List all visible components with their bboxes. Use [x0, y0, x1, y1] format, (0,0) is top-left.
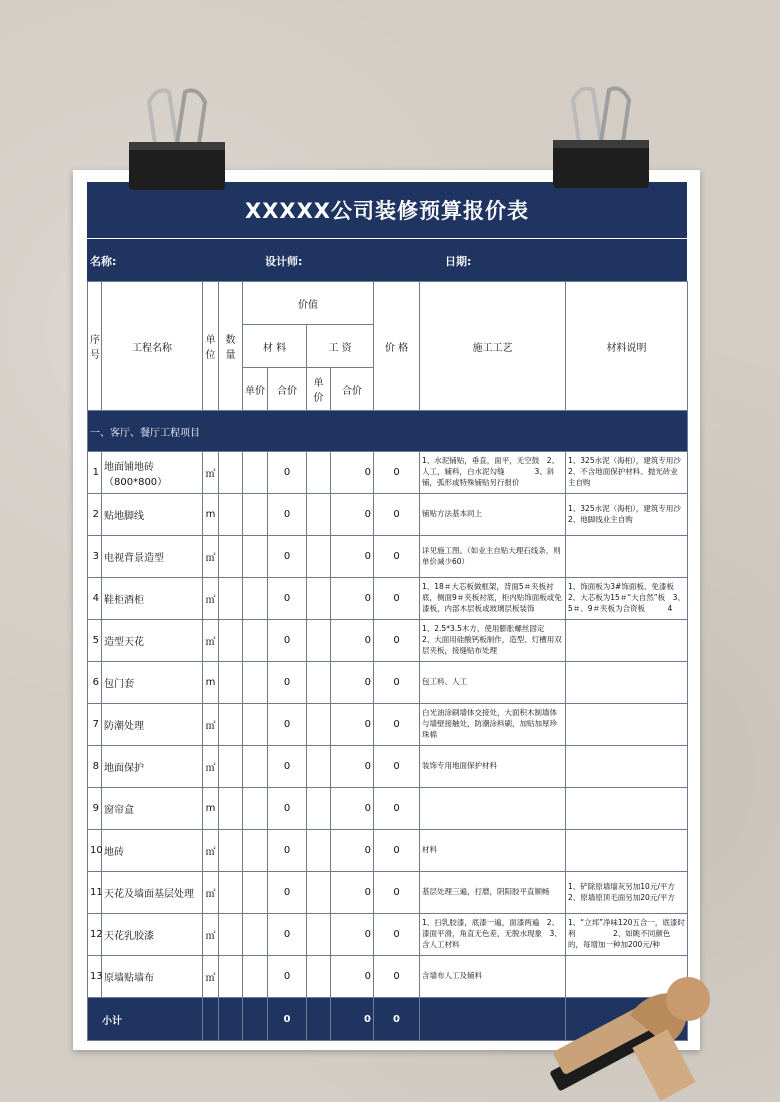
table-row	[88, 662, 688, 704]
row-price: 0	[374, 578, 420, 620]
row-qty	[219, 746, 243, 788]
row-material-unit-price	[243, 704, 268, 746]
row-labor-unit-price	[307, 746, 331, 788]
row-craft: 详见施工图。（如业主自贴大理石线条，则单价减少60）	[420, 536, 566, 578]
row-name: 防潮处理	[102, 704, 203, 746]
row-labor-total: 0	[331, 578, 374, 620]
subtotal-price: 0	[374, 998, 420, 1041]
row-qty	[219, 872, 243, 914]
row-craft: 含墙布人工及辅料	[420, 956, 566, 998]
header-value: 价值	[243, 282, 374, 325]
row-price: 0	[374, 620, 420, 662]
row-number: 2	[88, 494, 102, 536]
row-craft: 装饰专用地面保护材料	[420, 746, 566, 788]
row-material-total: 0	[268, 704, 307, 746]
header-qty: 数量	[219, 282, 243, 411]
row-qty	[219, 788, 243, 830]
row-material-desc	[566, 704, 688, 746]
row-craft: 白光油涂刷墙体交接处，大面积木制墙体与墙壁接触处，防潮涂料刷，加贴加厚珍珠棉	[420, 704, 566, 746]
binder-clip-left-icon	[127, 82, 227, 194]
row-labor-unit-price	[307, 914, 331, 956]
row-material-unit-price	[243, 746, 268, 788]
row-material-total: 0	[268, 914, 307, 956]
row-material-desc: 1、“立邦”净味120五合一，底漆时利 2、如眺不同颜色的，每增加一种加200元/种	[566, 914, 688, 956]
row-craft: 包工料、人工	[420, 662, 566, 704]
row-qty	[219, 578, 243, 620]
table-row	[88, 494, 688, 536]
row-name: 窗帘盒	[102, 788, 203, 830]
row-material-unit-price	[243, 788, 268, 830]
row-material-desc: 1、饰面板为3#饰面板、免漆板 2、大芯板为15＃“大自然”板 3、5＃、9＃夹板为合资板 4	[566, 578, 688, 620]
section-row	[88, 411, 688, 452]
row-price: 0	[374, 662, 420, 704]
row-labor-unit-price	[307, 536, 331, 578]
row-unit: ㎡	[203, 956, 219, 998]
row-price: 0	[374, 956, 420, 998]
row-labor-unit-price	[307, 788, 331, 830]
row-unit: m	[203, 662, 219, 704]
row-unit: ㎡	[203, 452, 219, 494]
row-craft: 1、扫乳胶漆，底漆一遍，面漆两遍 2、漆面平滑，角直无色差，无脱水现象 3、含人工材料	[420, 914, 566, 956]
row-labor-unit-price	[307, 704, 331, 746]
table-row	[88, 578, 688, 620]
row-labor-unit-price	[307, 620, 331, 662]
row-number: 5	[88, 620, 102, 662]
header-labor: 工 资	[307, 325, 374, 368]
row-material-unit-price	[243, 872, 268, 914]
designer-label: 设计师:	[265, 255, 303, 268]
row-qty	[219, 662, 243, 704]
section-title: 一、客厅、餐厅工程项目	[88, 411, 688, 452]
row-name: 天花及墙面基层处理	[102, 872, 203, 914]
row-labor-total: 0	[331, 872, 374, 914]
row-material-total: 0	[268, 452, 307, 494]
row-number: 1	[88, 452, 102, 494]
row-material-total: 0	[268, 620, 307, 662]
row-labor-total: 0	[331, 452, 374, 494]
subtotal-label: 小计	[88, 998, 203, 1041]
row-labor-total: 0	[331, 704, 374, 746]
row-name: 电视背景造型	[102, 536, 203, 578]
row-material-total: 0	[268, 662, 307, 704]
header-unit-price-labor: 单价	[307, 368, 331, 411]
row-unit: ㎡	[203, 746, 219, 788]
row-labor-total: 0	[331, 536, 374, 578]
header-total: 合价	[268, 368, 307, 411]
row-labor-total: 0	[331, 788, 374, 830]
row-number: 9	[88, 788, 102, 830]
row-craft: 铺贴方法基本同上	[420, 494, 566, 536]
row-labor-unit-price	[307, 956, 331, 998]
table-row	[88, 704, 688, 746]
row-unit: m	[203, 494, 219, 536]
info-bar	[87, 239, 687, 281]
row-material-desc	[566, 830, 688, 872]
name-label: 名称:	[90, 255, 117, 268]
row-unit: ㎡	[203, 536, 219, 578]
row-labor-total: 0	[331, 914, 374, 956]
table-row	[88, 914, 688, 956]
row-labor-total: 0	[331, 620, 374, 662]
row-craft: 材料	[420, 830, 566, 872]
document-title: XXXXX公司装修预算报价表	[87, 182, 687, 239]
header-material: 材 料	[243, 325, 307, 368]
table-row	[88, 746, 688, 788]
row-craft: 1、水泥铺贴，垂直，面平，无空鼓 2、人工，辅料，白水泥勾缝 3、斜铺，弧形或特殊铺贴另行报价	[420, 452, 566, 494]
row-number: 3	[88, 536, 102, 578]
budget-sheet	[73, 170, 700, 1050]
row-material-desc	[566, 536, 688, 578]
row-material-desc: 1、325水泥（海柏），建筑专用沙 2、地脚线业主自购	[566, 494, 688, 536]
row-craft: 1、18＃大芯板做框架，背面5＃夹板衬底，侧面9＃夹板衬底，柜内贴饰面板或免漆板，内部木层板或玻璃层板装饰	[420, 578, 566, 620]
row-name: 地砖	[102, 830, 203, 872]
header-total-labor: 合价	[331, 368, 374, 411]
row-labor-total: 0	[331, 662, 374, 704]
budget-table	[87, 281, 688, 1041]
table-row	[88, 620, 688, 662]
row-name: 地面铺地砖（800*800）	[102, 452, 203, 494]
row-number: 13	[88, 956, 102, 998]
row-qty	[219, 452, 243, 494]
header-craft: 施工工艺	[420, 282, 566, 411]
row-craft	[420, 788, 566, 830]
row-qty	[219, 830, 243, 872]
row-qty	[219, 536, 243, 578]
row-material-unit-price	[243, 578, 268, 620]
row-labor-unit-price	[307, 662, 331, 704]
row-material-total: 0	[268, 746, 307, 788]
row-labor-unit-price	[307, 494, 331, 536]
row-material-total: 0	[268, 788, 307, 830]
table-row	[88, 830, 688, 872]
row-material-unit-price	[243, 536, 268, 578]
row-material-unit-price	[243, 620, 268, 662]
row-material-unit-price	[243, 914, 268, 956]
row-material-total: 0	[268, 872, 307, 914]
header-name: 工程名称	[102, 282, 203, 411]
row-qty	[219, 494, 243, 536]
row-labor-unit-price	[307, 830, 331, 872]
row-name: 鞋柜酒柜	[102, 578, 203, 620]
row-number: 4	[88, 578, 102, 620]
row-labor-total: 0	[331, 746, 374, 788]
row-name: 地面保护	[102, 746, 203, 788]
row-qty	[219, 704, 243, 746]
row-price: 0	[374, 830, 420, 872]
row-labor-unit-price	[307, 452, 331, 494]
row-qty	[219, 620, 243, 662]
row-unit: ㎡	[203, 872, 219, 914]
row-material-desc: 1、325水泥（海柏），建筑专用沙 2、不含地面保护材料、抛光砖业主自购	[566, 452, 688, 494]
row-material-total: 0	[268, 956, 307, 998]
row-number: 6	[88, 662, 102, 704]
row-material-desc	[566, 746, 688, 788]
row-material-total: 0	[268, 830, 307, 872]
row-number: 12	[88, 914, 102, 956]
row-name: 包门套	[102, 662, 203, 704]
row-number: 8	[88, 746, 102, 788]
wooden-stamp-icon	[548, 985, 718, 1102]
row-price: 0	[374, 746, 420, 788]
row-unit: ㎡	[203, 578, 219, 620]
table-row	[88, 452, 688, 494]
row-labor-total: 0	[331, 956, 374, 998]
row-name: 原墙贴墙布	[102, 956, 203, 998]
header-unit-price: 单价	[243, 368, 268, 411]
row-number: 10	[88, 830, 102, 872]
row-material-unit-price	[243, 452, 268, 494]
header-material-desc: 材料说明	[566, 282, 688, 411]
row-unit: m	[203, 788, 219, 830]
row-material-desc	[566, 620, 688, 662]
subtotal-material: 0	[268, 998, 307, 1041]
row-price: 0	[374, 452, 420, 494]
row-material-desc	[566, 662, 688, 704]
binder-clip-right-icon	[551, 78, 651, 190]
row-unit: ㎡	[203, 704, 219, 746]
header-price: 价 格	[374, 282, 420, 411]
row-name: 天花乳胶漆	[102, 914, 203, 956]
row-unit: ㎡	[203, 914, 219, 956]
row-qty	[219, 956, 243, 998]
row-material-desc: 1、铲除原墙墙灰另加10元/平方 2、原墙原顶毛面另加20元/平方	[566, 872, 688, 914]
row-name: 贴地脚线	[102, 494, 203, 536]
row-craft: 基层处理三遍，打磨，阴阳胶平直顺畅	[420, 872, 566, 914]
row-labor-total: 0	[331, 494, 374, 536]
row-number: 11	[88, 872, 102, 914]
row-material-unit-price	[243, 662, 268, 704]
header-unit: 单位	[203, 282, 219, 411]
row-material-total: 0	[268, 536, 307, 578]
subtotal-labor: 0	[331, 998, 374, 1041]
row-price: 0	[374, 788, 420, 830]
table-row	[88, 788, 688, 830]
row-price: 0	[374, 536, 420, 578]
row-number: 7	[88, 704, 102, 746]
row-material-unit-price	[243, 956, 268, 998]
row-material-total: 0	[268, 494, 307, 536]
row-price: 0	[374, 872, 420, 914]
row-material-total: 0	[268, 578, 307, 620]
row-price: 0	[374, 494, 420, 536]
row-price: 0	[374, 704, 420, 746]
date-label: 日期:	[445, 255, 472, 268]
row-price: 0	[374, 914, 420, 956]
row-labor-unit-price	[307, 578, 331, 620]
table-row	[88, 872, 688, 914]
row-unit: ㎡	[203, 830, 219, 872]
row-craft: 1、2.5*3.5木方，使用膨胀螺丝固定 2、大面用硅酸钙板制作，造型、灯槽用双层夹板，接缝贴布处理	[420, 620, 566, 662]
row-material-unit-price	[243, 830, 268, 872]
table-row	[88, 536, 688, 578]
row-unit: ㎡	[203, 620, 219, 662]
row-name: 造型天花	[102, 620, 203, 662]
row-material-desc	[566, 788, 688, 830]
row-labor-total: 0	[331, 830, 374, 872]
header-seq: 序号	[88, 282, 102, 411]
row-material-unit-price	[243, 494, 268, 536]
header-row	[88, 282, 688, 325]
row-labor-unit-price	[307, 872, 331, 914]
row-qty	[219, 914, 243, 956]
